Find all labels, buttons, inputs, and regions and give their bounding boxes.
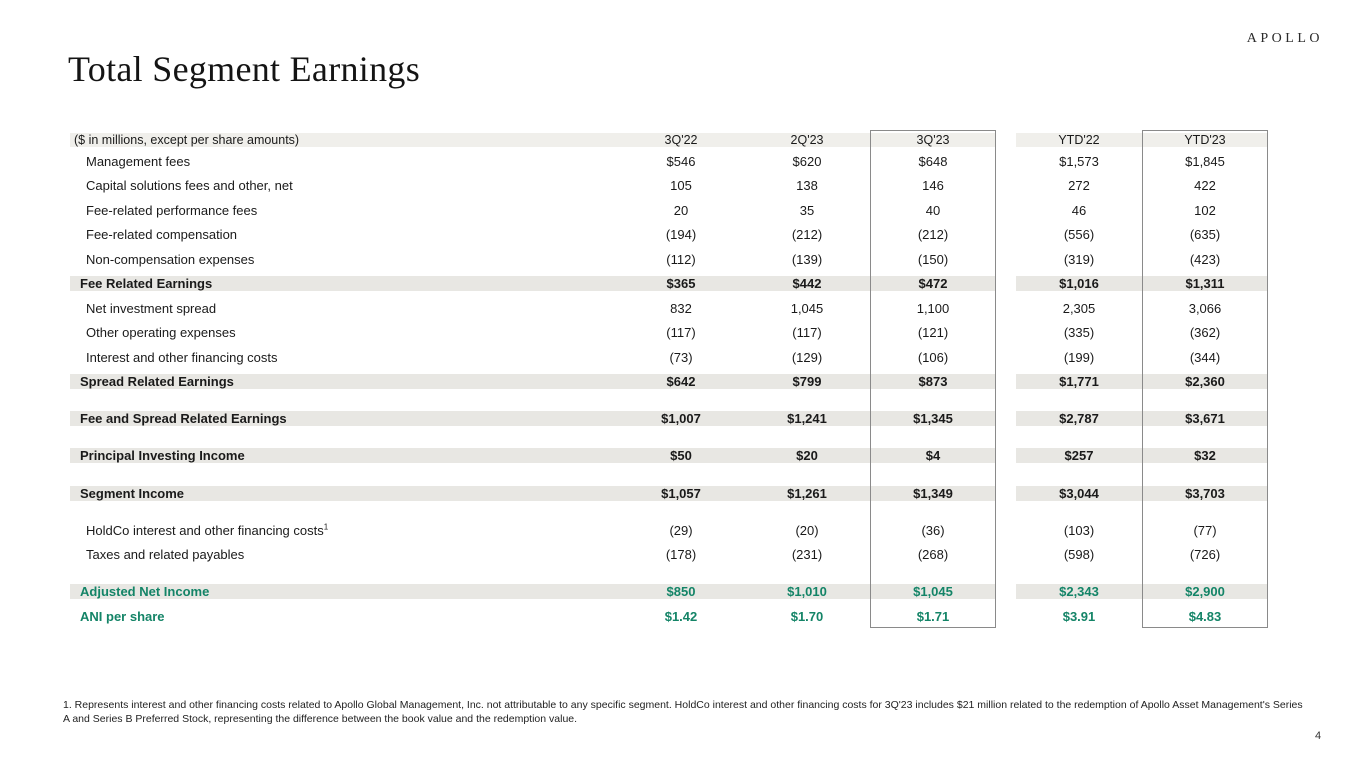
row-label: HoldCo interest and other financing costs$^1$ (86, 522, 329, 538)
table-row (70, 604, 1268, 629)
row-spacer (70, 394, 1268, 407)
table-row (70, 444, 1268, 469)
cell-value: 832 (670, 300, 692, 316)
page-title: Total Segment Earnings (68, 49, 421, 89)
cell-value: $1,261 (744, 486, 870, 501)
cell-value: 138 (796, 178, 818, 194)
row-label: Segment Income (70, 486, 618, 501)
cell-value: $1,045 (870, 584, 996, 599)
cell-value: $20 (744, 448, 870, 463)
row-label: Net investment spread (86, 300, 217, 316)
table-row (70, 247, 1268, 272)
cell-value: $3,044 (1016, 486, 1142, 501)
table-header-row (70, 130, 1268, 149)
apollo-logo: APOLLO (1246, 31, 1323, 46)
row-label: Management fees (86, 153, 191, 169)
cell-value: $873 (870, 374, 996, 389)
row-spacer (70, 505, 1268, 518)
cell-value: $850 (618, 584, 744, 599)
table-row (70, 296, 1268, 321)
cell-value: 40 (925, 202, 941, 218)
cell-value: (117) (792, 325, 822, 341)
row-label: Other operating expenses (86, 325, 236, 341)
cell-value: $1,311 (1142, 276, 1268, 291)
cell-value: (106) (917, 349, 949, 365)
table-units-label: ($ in millions, except per share amounts) (70, 133, 618, 147)
cell-value: (150) (917, 251, 949, 267)
cell-value: (199) (1063, 349, 1095, 365)
cell-value: (194) (665, 227, 697, 243)
cell-value: $648 (918, 153, 948, 169)
cell-value: $1,573 (1059, 153, 1099, 169)
cell-value: (268) (917, 547, 949, 563)
row-label: Principal Investing Income (70, 448, 618, 463)
row-label: Taxes and related payables (86, 547, 245, 563)
cell-value: $2,343 (1016, 584, 1142, 599)
row-label: Capital solutions fees and other, net (86, 178, 293, 194)
cell-value: $472 (870, 276, 996, 291)
cell-value: 1,100 (916, 300, 950, 316)
cell-value: $2,787 (1016, 411, 1142, 426)
row-spacer (70, 431, 1268, 444)
cell-value: (556) (1063, 227, 1095, 243)
table-row (70, 579, 1268, 604)
cell-value: $1.42 (664, 608, 698, 624)
column-header-3q22: 3Q'22 (618, 133, 744, 147)
cell-value: (121) (917, 325, 949, 341)
table-row (70, 481, 1268, 506)
cell-value: (726) (1189, 547, 1221, 563)
cell-value: (20) (795, 522, 819, 538)
cell-value: $1,010 (744, 584, 870, 599)
row-spacer (70, 468, 1268, 481)
table-row (70, 149, 1268, 174)
cell-value: 1,045 (790, 300, 824, 316)
cell-value: $3.91 (1062, 608, 1096, 624)
table-row (70, 345, 1268, 370)
cell-value: (344) (1189, 349, 1221, 365)
row-label: Non-compensation expenses (86, 251, 255, 267)
row-label: Spread Related Earnings (70, 374, 618, 389)
cell-value: (319) (1063, 251, 1095, 267)
cell-value: $50 (618, 448, 744, 463)
cell-value: 105 (670, 178, 692, 194)
cell-value: $642 (618, 374, 744, 389)
cell-value: 272 (1068, 178, 1090, 194)
cell-value: $365 (618, 276, 744, 291)
table-row (70, 174, 1268, 199)
cell-value: (231) (791, 547, 823, 563)
row-spacer (70, 567, 1268, 580)
cell-value: $1,771 (1016, 374, 1142, 389)
cell-value: 2,305 (1062, 300, 1096, 316)
table-row (70, 518, 1268, 543)
cell-value: $442 (744, 276, 870, 291)
cell-value: $1,345 (870, 411, 996, 426)
cell-value: $3,703 (1142, 486, 1268, 501)
cell-value: (178) (665, 547, 697, 563)
cell-value: (212) (791, 227, 823, 243)
table-row (70, 321, 1268, 346)
cell-value: 422 (1194, 178, 1216, 194)
row-label: Fee Related Earnings (70, 276, 618, 291)
cell-value: (112) (666, 251, 696, 267)
cell-value: $1,007 (618, 411, 744, 426)
segment-earnings-table (70, 130, 1268, 628)
cell-value: $4.83 (1188, 608, 1222, 624)
row-label: Interest and other financing costs (86, 349, 278, 365)
table-row (70, 198, 1268, 223)
row-label: Fee-related performance fees (86, 202, 258, 218)
cell-value: (73) (669, 349, 693, 365)
cell-value: $1.70 (790, 608, 824, 624)
cell-value: $2,360 (1142, 374, 1268, 389)
cell-value: (335) (1063, 325, 1095, 341)
cell-value: 46 (1071, 202, 1087, 218)
cell-value: $1,057 (618, 486, 744, 501)
cell-value: (423) (1189, 251, 1221, 267)
table-row (70, 370, 1268, 395)
cell-value: (77) (1193, 522, 1217, 538)
cell-value: $257 (1016, 448, 1142, 463)
cell-value: (117) (666, 325, 696, 341)
cell-value: (139) (791, 251, 823, 267)
cell-value: $4 (870, 448, 996, 463)
cell-value: (362) (1189, 325, 1221, 341)
cell-value: (598) (1063, 547, 1095, 563)
column-header-ytd22: YTD'22 (1016, 133, 1142, 147)
footnote: 1. Represents interest and other financing costs related to Apollo Global Management, Inc. not attributable to any specific segment. HoldCo interest and other financing costs for 3Q'23 includes $21 million related to the redemption of Apollo Asset Management's Series A and Series B Preferred Stock, representing the difference between the book value and the redemption value. (63, 699, 1303, 725)
cell-value: $546 (666, 153, 696, 169)
row-label: ANI per share (80, 608, 165, 624)
table-row (70, 223, 1268, 248)
cell-value: 20 (673, 202, 689, 218)
cell-value: (212) (917, 227, 949, 243)
row-label: Adjusted Net Income (70, 584, 618, 599)
cell-value: $3,671 (1142, 411, 1268, 426)
cell-value: 146 (922, 178, 944, 194)
cell-value: 102 (1194, 202, 1216, 218)
column-header-2q23: 2Q'23 (744, 133, 870, 147)
cell-value: (635) (1189, 227, 1221, 243)
cell-value: (36) (921, 522, 945, 538)
table-row (70, 407, 1268, 432)
cell-value: $1,349 (870, 486, 996, 501)
table-row (70, 542, 1268, 567)
column-header-ytd23: YTD'23 (1142, 133, 1268, 147)
table-row (70, 272, 1268, 297)
cell-value: $1,845 (1185, 153, 1225, 169)
cell-value: $620 (792, 153, 822, 169)
cell-value: $32 (1142, 448, 1268, 463)
cell-value: 3,066 (1188, 300, 1222, 316)
cell-value: $1,016 (1016, 276, 1142, 291)
footnote-marker: 1 (323, 522, 329, 532)
cell-value: $1,241 (744, 411, 870, 426)
column-header-3q23: 3Q'23 (870, 133, 996, 147)
cell-value: $1.71 (916, 608, 950, 624)
cell-value: $2,900 (1142, 584, 1268, 599)
cell-value: (129) (791, 349, 823, 365)
cell-value: $799 (744, 374, 870, 389)
page-number: 4 (1314, 730, 1322, 742)
table-body (70, 149, 1268, 628)
row-label: Fee and Spread Related Earnings (70, 411, 618, 426)
row-label: Fee-related compensation (86, 227, 238, 243)
cell-value: (103) (1063, 522, 1095, 538)
cell-value: (29) (669, 522, 693, 538)
cell-value: 35 (799, 202, 815, 218)
